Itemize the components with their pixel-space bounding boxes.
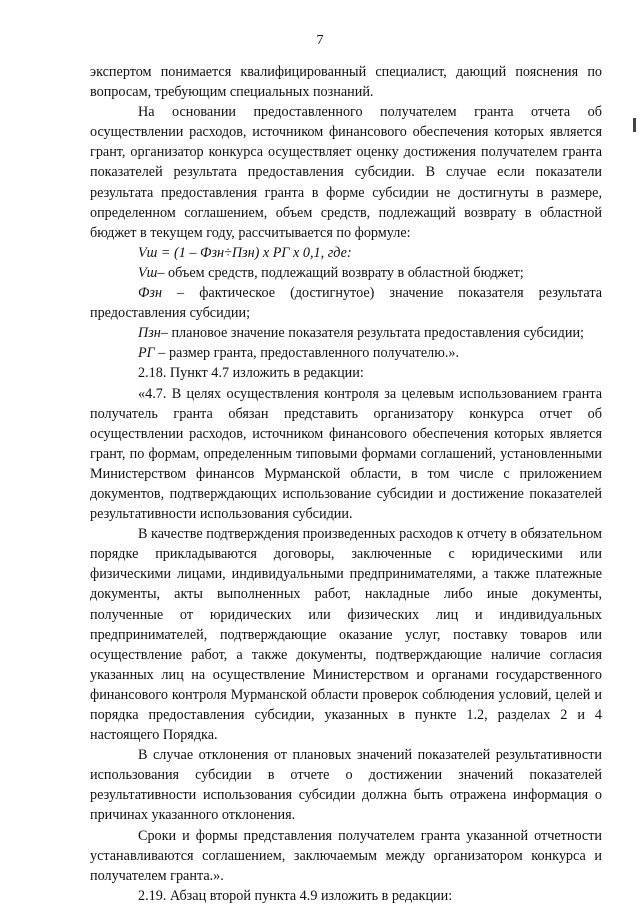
paragraph-deadlines: Сроки и формы представления получателем гранта указанной отчетности устанавливаются соглашением, заключаемым между организатором конкурса и получателем гранта.».	[90, 827, 602, 884]
paragraph-deviation: В случае отклонения от плановых значений показателей результативности использования субсидии в отчете о достижении значений показателей результативности использования субсидии должна быть отражена информация о причинах указанного отклонения.	[90, 747, 602, 824]
definition-f-text: – фактическое (достигнутое) значение показателя результата предоставления субсидии;	[90, 285, 602, 322]
definition-p-term: Пзн	[138, 325, 161, 342]
formula: Vш = (1 – Фзн÷Пзн) х РГ х 0,1, где:	[138, 244, 352, 261]
definition-p-text: – плановое значение показателя результата предоставления субсидии;	[160, 325, 584, 342]
definition-f-term: Фзн	[138, 285, 162, 302]
definition-f	[90, 283, 602, 323]
definition-v-text: – объем средств, подлежащий возврату в областной бюджет;	[157, 264, 524, 281]
definition-rg	[90, 343, 602, 363]
paragraph-expert: экспертом понимается квалифицированный специалист, дающий пояснения по вопросам, требующим специальных познаний.	[90, 64, 602, 101]
paragraph-expense-proof: В качестве подтверждения произведенных расходов к отчету в обязательном порядке прикладываются договоры, заключенные с юридическими или физическими лицами, индивидуальными предпринимателями, а также платежные документы, акты выполненных работ, накладные либо иные документы, полученные от юридических или физических лиц и индивидуальных предпринимателей, подтверждающие оказание услуг, поставку товаров или осуществление работ, а также документы, подтверждающие наличие согласия указанных лиц на осуществление Министерством и органами государственного финансового контроля Мурманской области проверок соблюдения условий, целей и порядка предоставления субсидии, указанных в пункте 1.2, разделах 2 и 4 настоящего Порядка.	[90, 526, 602, 744]
definition-v	[90, 263, 602, 283]
definition-p	[90, 323, 602, 343]
page-number: 7	[316, 33, 324, 48]
definition-v-term: Vш	[138, 264, 158, 281]
scan-edge-mark	[633, 118, 636, 132]
document-body	[90, 62, 602, 906]
paragraph-4-7: «4.7. В целях осуществления контроля за целевым использованием гранта получатель гранта обязан представить организатору конкурса отчет об осуществлении расходов, источником финансового обеспечения которых является грант, по формам, определенным типовыми формами соглашений, установленными Министерством финансов Мурманской области, в том числе с приложением документов, подтверждающих использование субсидии и достижение показателей результативности использования субсидии.	[90, 385, 602, 523]
paragraph-report-assessment: На основании предоставленного получателем гранта отчета об осуществлении расходов, источником финансового обеспечения которых является грант, организатор конкурса осуществляет оценку достижения получателем гранта показателей результата предоставления субсидии. В случае если показатели результата предоставления гранта в форме субсидии не достигнуты в размере, определенном соглашением, объем средств, подлежащий возврату в областной бюджет в текущем году, рассчитывается по формуле:	[90, 104, 602, 241]
definition-rg-term: РГ	[138, 345, 155, 362]
paragraph-2-18: 2.18. Пункт 4.7 изложить в редакции:	[138, 365, 364, 382]
paragraph-2-19: 2.19. Абзац второй пункта 4.9 изложить в редакции:	[138, 887, 453, 904]
definition-rg-text: – размер гранта, предоставленного получателю.».	[154, 345, 460, 362]
